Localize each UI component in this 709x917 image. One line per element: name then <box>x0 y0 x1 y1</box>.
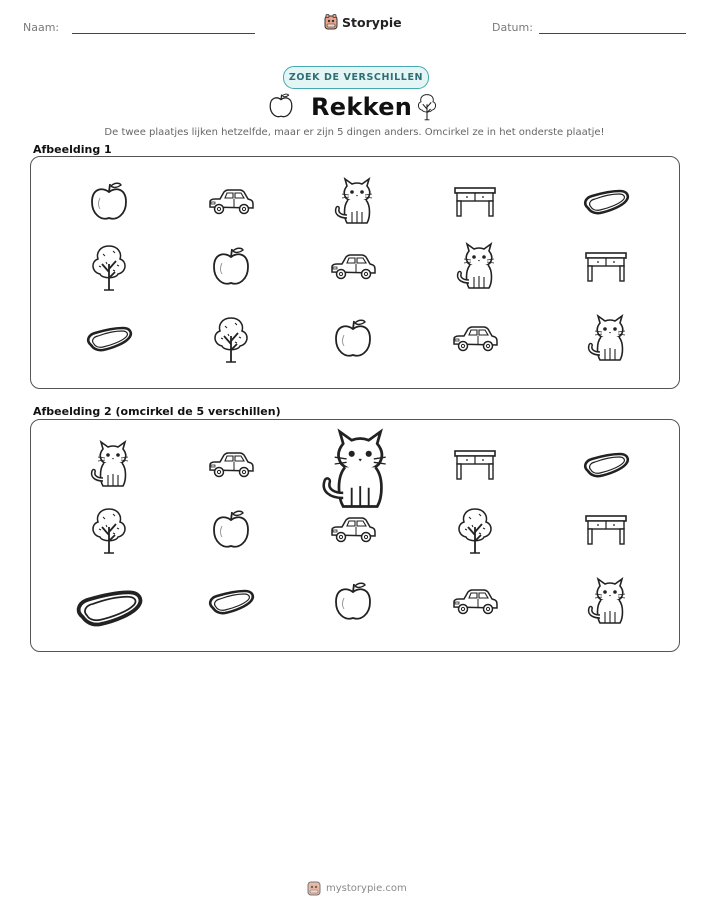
picture-1-label: Afbeelding 1 <box>33 143 112 156</box>
tree-icon[interactable] <box>89 242 129 292</box>
cat-icon[interactable] <box>453 243 497 291</box>
date-line[interactable] <box>539 33 686 34</box>
desk-icon[interactable] <box>453 448 497 482</box>
instructions-text: De twee plaatjes lijken hetzelfde, maar er zijn 5 dingen anders. Omcirkel ze in het onderste plaatje! <box>104 127 605 138</box>
rubber-band-icon[interactable] <box>582 188 630 216</box>
rubber-band-icon[interactable] <box>582 451 630 479</box>
worksheet-type-badge: ZOEK DE VERSCHILLEN <box>283 66 429 89</box>
brand-logo <box>324 14 402 30</box>
rubber-band-icon[interactable] <box>74 588 144 629</box>
footer-url: mystorypie.com <box>326 882 407 894</box>
title-apple-icon <box>268 92 294 124</box>
title-tree-icon <box>414 91 440 125</box>
picture-2-label: Afbeelding 2 (omcirkel de 5 verschillen) <box>33 405 281 418</box>
storypie-mascot-icon <box>307 880 321 896</box>
apple-icon[interactable] <box>211 508 251 552</box>
name-label: Naam: <box>23 21 60 34</box>
cat-icon[interactable] <box>584 578 628 626</box>
car-icon[interactable] <box>206 450 256 480</box>
footer <box>307 880 407 896</box>
car-icon[interactable] <box>450 324 500 354</box>
storypie-mascot-icon <box>324 14 338 30</box>
tree-icon[interactable] <box>89 505 129 555</box>
tree-icon[interactable] <box>455 505 495 555</box>
car-icon[interactable] <box>450 587 500 617</box>
rubber-band-icon[interactable] <box>85 325 133 353</box>
desk-icon[interactable] <box>584 250 628 284</box>
cat-icon[interactable] <box>316 430 391 512</box>
date-label: Datum: <box>492 21 533 34</box>
apple-icon[interactable] <box>211 245 251 289</box>
car-icon[interactable] <box>206 187 256 217</box>
picture-1-panel <box>30 156 680 389</box>
rubber-band-icon[interactable] <box>207 588 255 616</box>
apple-icon[interactable] <box>333 580 373 624</box>
cat-icon[interactable] <box>331 178 375 226</box>
picture-2-panel <box>30 419 680 652</box>
page-title: Rekken <box>311 93 413 121</box>
desk-icon[interactable] <box>584 513 628 547</box>
car-icon[interactable] <box>328 252 378 282</box>
tree-icon[interactable] <box>211 314 251 364</box>
apple-icon[interactable] <box>333 317 373 361</box>
apple-icon[interactable] <box>89 180 129 224</box>
desk-icon[interactable] <box>453 185 497 219</box>
name-line[interactable] <box>72 33 255 34</box>
car-icon[interactable] <box>328 515 378 545</box>
cat-icon[interactable] <box>87 441 131 489</box>
cat-icon[interactable] <box>584 315 628 363</box>
brand-name: Storypie <box>342 14 402 30</box>
